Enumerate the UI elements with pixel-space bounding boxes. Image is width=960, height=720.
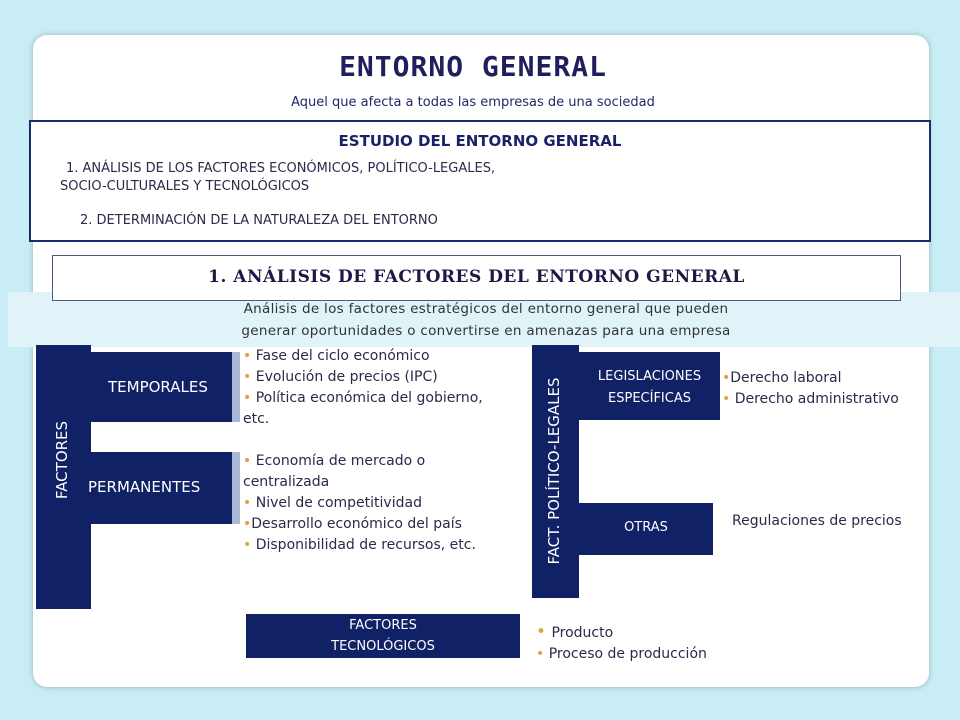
legislaciones-box: [579, 352, 720, 420]
analysis-title: 1. ANÁLISIS DE FACTORES DEL ENTORNO GENERAL: [208, 267, 745, 287]
permanentes-label: PERMANENTES: [88, 478, 201, 496]
page-title: ENTORNO GENERAL: [339, 50, 607, 83]
analysis-desc-line1: Análisis de los factores estratégicos del entorno general que pueden: [243, 301, 729, 317]
otras-text: Regulaciones de precios: [732, 513, 902, 529]
list-item: • Economía de mercado o: [243, 453, 426, 469]
bullet-icon: •: [722, 370, 731, 386]
analysis-description: [196, 298, 776, 342]
legislaciones-list: [722, 368, 942, 410]
bullet-icon: •: [243, 453, 256, 469]
bullet-icon: •: [243, 369, 256, 385]
list-item: • Política económica del gobierno,: [243, 390, 483, 406]
bullet-icon: •: [243, 390, 256, 406]
bullet-icon: •: [243, 348, 256, 364]
list-item: •Derecho laboral: [722, 370, 842, 386]
bullet-icon: •: [722, 391, 735, 407]
factores-label: FACTORES: [53, 420, 71, 500]
study-item-1-line2: SOCIO-CULTURALES Y TECNOLÓGICOS: [60, 179, 310, 194]
temporales-strip: [232, 352, 240, 422]
list-item: centralizada: [243, 474, 330, 490]
permanentes-list: [243, 451, 528, 556]
analysis-title-box: [52, 255, 901, 301]
list-item: etc.: [243, 411, 270, 427]
list-item: • Derecho administrativo: [722, 391, 899, 407]
tecnologicos-box: [246, 614, 520, 658]
list-item: • Fase del ciclo económico: [243, 348, 430, 364]
study-box: [29, 120, 931, 242]
otras-label: OTRAS: [624, 520, 668, 535]
tecnologicos-label: FACTORES TECNOLÓGICOS: [331, 618, 435, 654]
legislaciones-label: LEGISLACIONES ESPECÍFICAS: [597, 369, 702, 406]
bullet-icon: •: [536, 646, 549, 662]
bullet-icon: •: [243, 516, 252, 532]
list-item: • Evolución de precios (IPC): [243, 369, 438, 385]
temporales-list: [243, 346, 528, 430]
bullet-icon: •: [243, 495, 256, 511]
analysis-desc-line2: generar oportunidades o convertirse en amenazas para una empresa: [241, 323, 731, 339]
list-item: • Proceso de producción: [536, 646, 707, 662]
list-item: • Disponibilidad de recursos, etc.: [243, 537, 476, 553]
otras-box: [579, 503, 713, 555]
temporales-label: TEMPORALES: [108, 378, 208, 396]
study-item-2: 2. DETERMINACIÓN DE LA NATURALEZA DEL ENTORNO: [80, 213, 438, 228]
study-item-1-line1: 1. ANÁLISIS DE LOS FACTORES ECONÓMICOS, POLÍTICO-LEGALES,: [66, 161, 496, 176]
study-title: ESTUDIO DEL ENTORNO GENERAL: [338, 132, 622, 150]
bullet-icon: •: [243, 537, 256, 553]
list-item: •Desarrollo económico del país: [243, 516, 462, 532]
page-subtitle: Aquel que afecta a todas las empresas de una sociedad: [291, 95, 655, 110]
permanentes-strip: [232, 452, 240, 524]
list-item: • Producto: [536, 622, 614, 642]
bullet-icon: •: [536, 622, 552, 642]
list-item: • Nivel de competitividad: [243, 495, 422, 511]
tecnologicos-list: [536, 622, 766, 665]
politico-label: FACT. POLÍTICO-LEGALES: [545, 377, 563, 565]
